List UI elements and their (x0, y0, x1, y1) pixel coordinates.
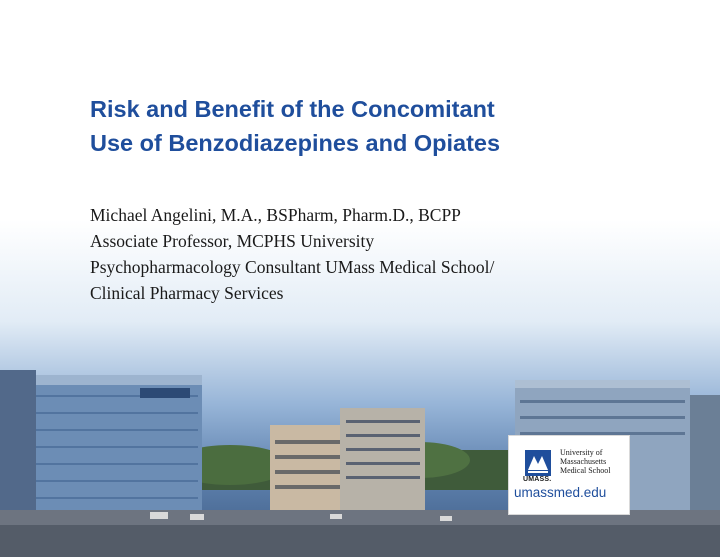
slide-title (90, 92, 690, 160)
logo-line: Medical School (560, 466, 611, 475)
author-block (90, 202, 690, 306)
umass-seal-icon (525, 450, 551, 476)
author-affiliation-line: Clinical Pharmacy Services (90, 283, 284, 303)
title-line-2: Use of Benzodiazepines and Opiates (90, 130, 501, 156)
website-url: umassmed.edu (514, 485, 607, 500)
logo-line: Massachusetts (560, 457, 607, 466)
umass-wordmark: UMASS. (523, 476, 552, 483)
author-name-line: Michael Angelini, M.A., BSPharm, Pharm.D., BCPP (90, 205, 461, 225)
campus-photo (0, 300, 720, 557)
title-line-1: Risk and Benefit of the Concomitant (90, 96, 495, 122)
author-affiliation-line: Associate Professor, MCPHS University (90, 231, 375, 251)
author-affiliation-line: Psychopharmacology Consultant UMass Medical School/ (90, 257, 495, 277)
logo-institution-name (560, 448, 626, 475)
umass-logo (508, 435, 630, 515)
logo-line: University of (560, 448, 603, 457)
